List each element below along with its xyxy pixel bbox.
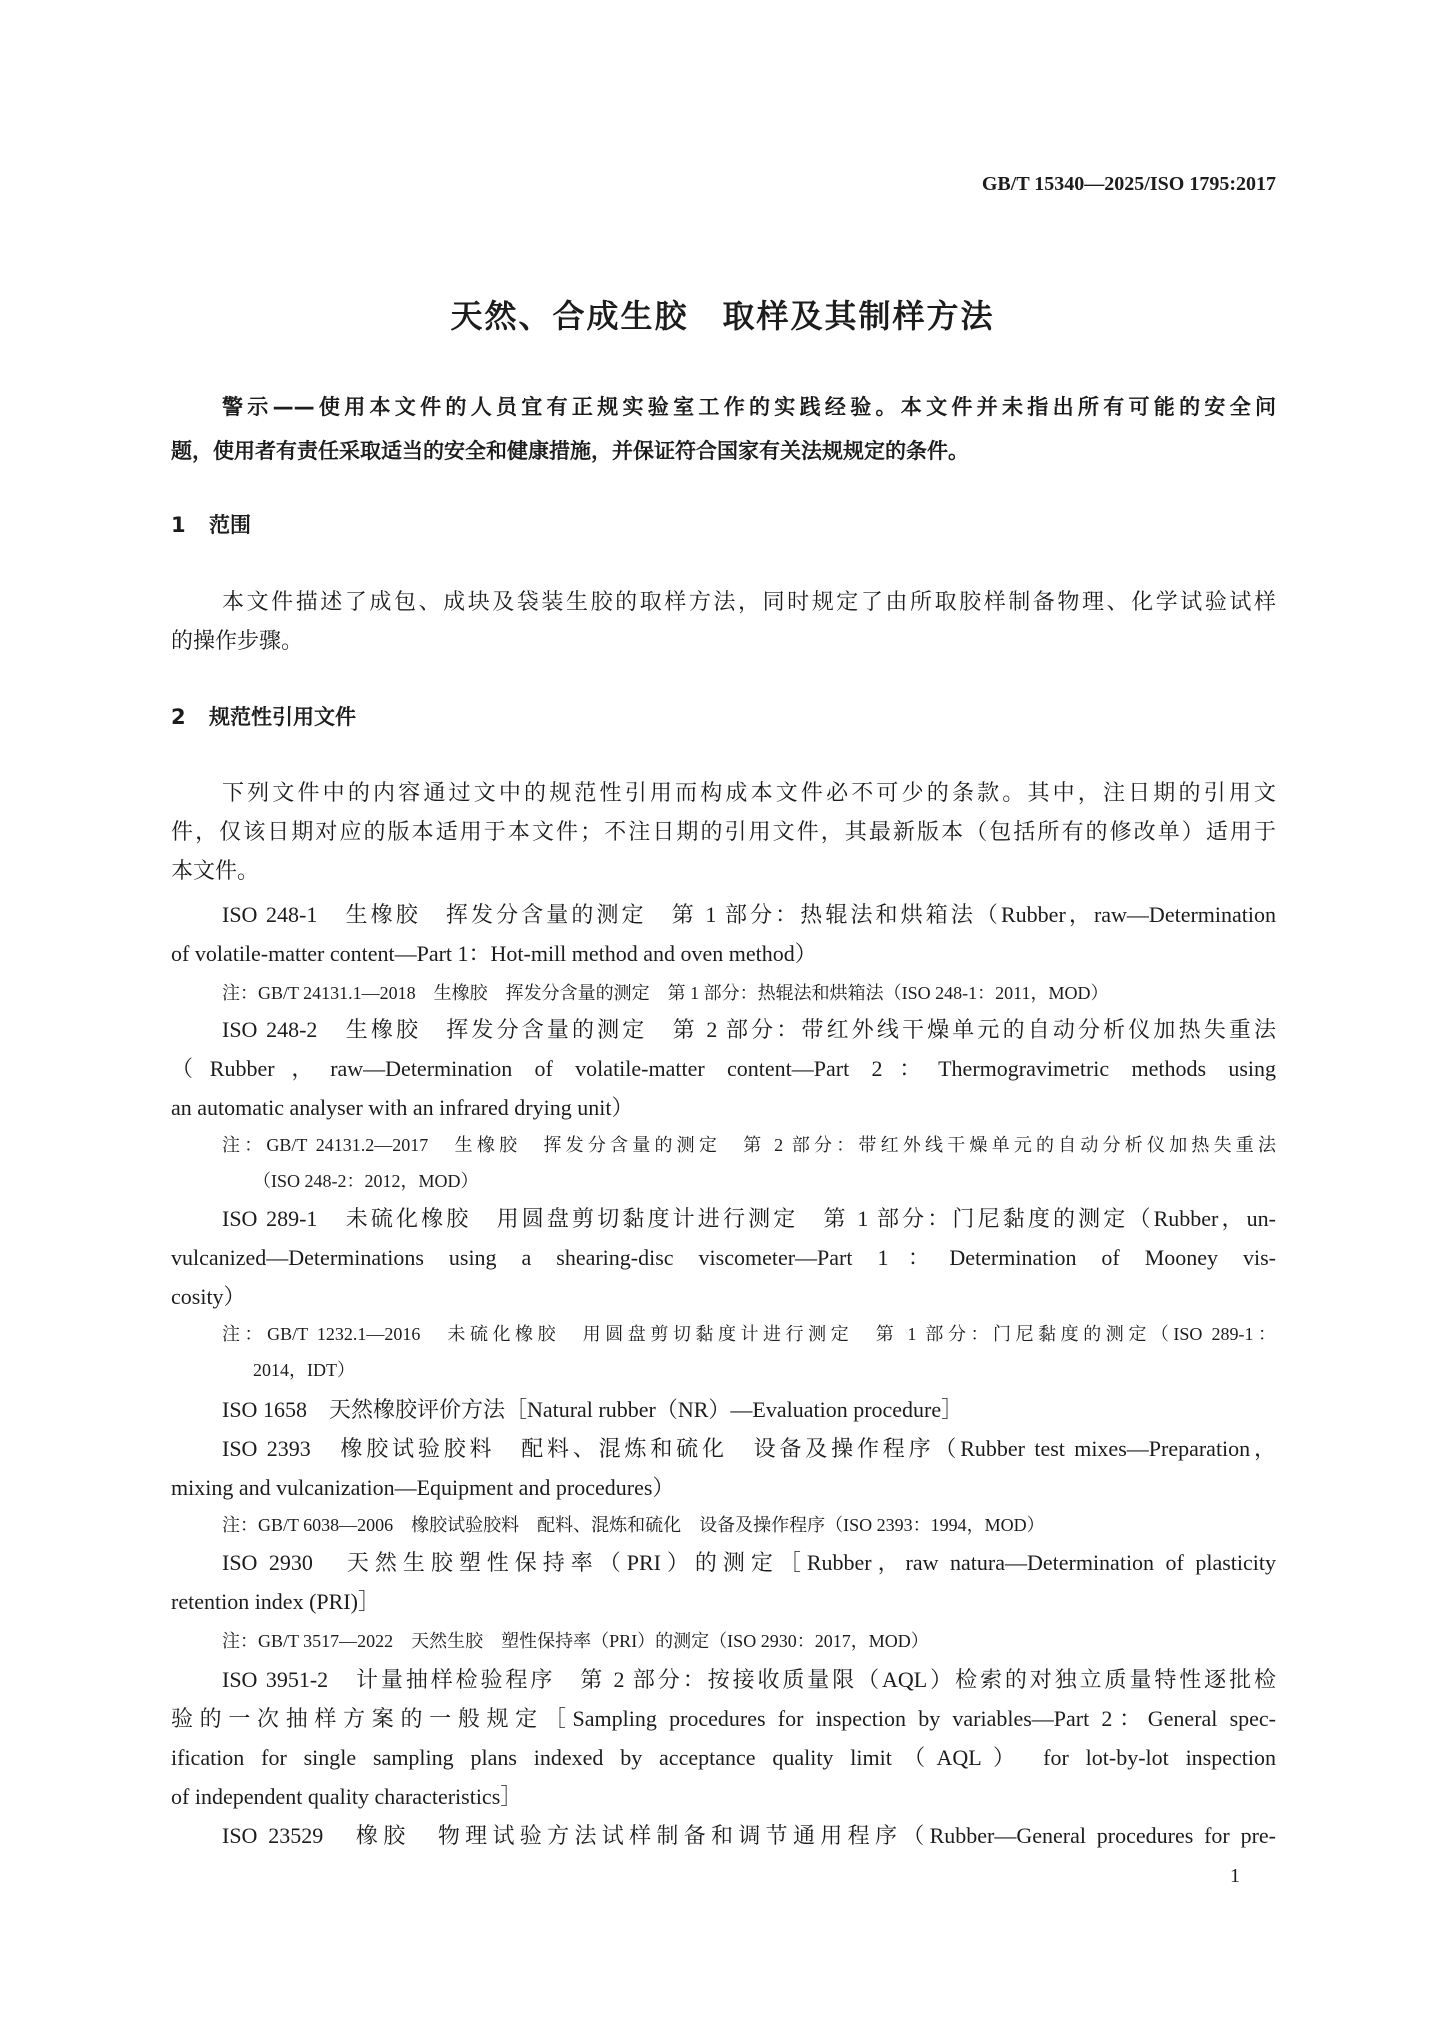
- reference-line: mixing and vulcanization—Equipment and procedures）: [171, 1475, 675, 1500]
- reference-line: ISO 2393 橡胶试验胶料 配料、混炼和硫化 设备及操作程序（Rubber test mixes—Preparation，: [222, 1436, 1276, 1461]
- reference-entry: [171, 895, 1276, 973]
- document-number-header: GB/T 15340—2025/ISO 1795:2017: [981, 173, 1276, 195]
- text-line: 下列文件中的内容通过文中的规范性引用而构成本文件必不可少的条款。其中，注日期的引用文: [222, 780, 1276, 805]
- reference-line: of volatile-matter content—Part 1：Hot-mill method and oven method）: [171, 941, 817, 966]
- section-number: 1: [171, 513, 186, 537]
- reference-entry: [171, 1390, 1276, 1429]
- note-line: 注：GB/T 3517—2022 天然生胶 塑性保持率（PRI）的测定（ISO 2930：2017，MOD）: [222, 1631, 929, 1651]
- reference-line: ISO 248-2 生橡胶 挥发分含量的测定 第 2 部分：带红外线干燥单元的自动分析仪加热失重法: [222, 1017, 1276, 1042]
- reference-line: of independent quality characteristics］: [171, 1784, 523, 1809]
- reference-line: ISO 248-1 生橡胶 挥发分含量的测定 第 1 部分：热辊法和烘箱法（Rubber，raw—Determination: [222, 902, 1276, 927]
- reference-line: retention index (PRI)］: [171, 1589, 380, 1614]
- reference-note: [222, 1623, 1276, 1659]
- section-title: 规范性引用文件: [209, 705, 356, 729]
- reference-line: 验的一次抽样方案的一般规定［Sampling procedures for inspection by variables—Part 2：General spec-: [171, 1706, 1276, 1731]
- text-line: 件，仅该日期对应的版本适用于本文件；不注日期的引用文件，其最新版本（包括所有的修改单）适用于: [171, 819, 1276, 844]
- section-number: 2: [171, 705, 186, 729]
- reference-line: ISO 3951-2 计量抽样检验程序 第 2 部分：按接收质量限（AQL）检索的对独立质量特性逐批检: [222, 1667, 1276, 1692]
- reference-line: an automatic analyser with an infrared drying unit）: [171, 1095, 634, 1120]
- page-number: 1: [1230, 1865, 1240, 1887]
- section-heading-normative-references: [171, 698, 356, 737]
- reference-note: [222, 1316, 1276, 1388]
- warning-paragraph: [171, 385, 1276, 473]
- reference-line: ISO 2930 天然生胶塑性保持率（PRI）的测定［Rubber，raw natura—Determination of plasticity: [222, 1550, 1276, 1575]
- references-intro-paragraph: [171, 773, 1276, 890]
- note-line: 注：GB/T 6038—2006 橡胶试验胶料 配料、混炼和硫化 设备及操作程序（ISO 2393：1994，MOD）: [222, 1515, 1045, 1535]
- reference-line: ISO 289-1 未硫化橡胶 用圆盘剪切黏度计进行测定 第 1 部分：门尼黏度的测定（Rubber，un-: [222, 1206, 1276, 1231]
- reference-note: [222, 975, 1276, 1011]
- section-heading-scope: [171, 506, 251, 545]
- reference-entry: [171, 1429, 1276, 1507]
- reference-entry: [171, 1199, 1276, 1316]
- note-line: 2014，IDT）: [253, 1360, 355, 1380]
- note-line: 注：GB/T 24131.1—2018 生橡胶 挥发分含量的测定 第 1 部分：热辊法和烘箱法（ISO 248-1：2011，MOD）: [222, 983, 1109, 1003]
- reference-entry: [171, 1816, 1276, 1855]
- scope-paragraph: [171, 582, 1276, 660]
- warning-line: 警示——使用本文件的人员宜有正规实验室工作的实践经验。本文件并未指出所有可能的安全问: [222, 395, 1276, 419]
- section-title: 范围: [209, 513, 251, 537]
- reference-line: ISO 23529 橡胶 物理试验方法试样制备和调节通用程序（Rubber—General procedures for pre-: [222, 1823, 1276, 1848]
- reference-line: vulcanized—Determinations using a shearing-disc viscometer—Part 1：Determination of Mooney vis-: [171, 1245, 1276, 1270]
- warning-line: 题，使用者有责任采取适当的安全和健康措施，并保证符合国家有关法规规定的条件。: [171, 439, 969, 463]
- note-line: 注：GB/T 24131.2—2017 生橡胶 挥发分含量的测定 第 2 部分：带红外线干燥单元的自动分析仪加热失重法: [222, 1135, 1276, 1155]
- reference-note: [222, 1127, 1276, 1199]
- text-line: 本文件描述了成包、成块及袋装生胶的取样方法，同时规定了由所取胶样制备物理、化学试验试样: [222, 589, 1276, 614]
- document-title: 天然、合成生胶 取样及其制样方法: [450, 297, 995, 335]
- reference-entry: [171, 1660, 1276, 1816]
- note-line: 注：GB/T 1232.1—2016 未硫化橡胶 用圆盘剪切黏度计进行测定 第 1 部分：门尼黏度的测定（ISO 289-1：: [222, 1324, 1276, 1344]
- reference-note: [222, 1507, 1276, 1543]
- reference-line: ification for single sampling plans indexed by acceptance quality limit（AQL） for lot-by-lot inspection: [171, 1745, 1276, 1770]
- reference-line: ISO 1658 天然橡胶评价方法［Natural rubber（NR）—Evaluation procedure］: [222, 1397, 964, 1422]
- reference-entry: [171, 1543, 1276, 1621]
- reference-entry: [171, 1010, 1276, 1127]
- text-line: 的操作步骤。: [171, 628, 304, 653]
- reference-line: （Rubber，raw—Determination of volatile-matter content—Part 2：Thermogravimetric methods using: [171, 1056, 1276, 1081]
- text-line: 本文件。: [171, 858, 260, 883]
- reference-line: cosity）: [171, 1284, 246, 1309]
- note-line: （ISO 248-2：2012，MOD）: [253, 1171, 479, 1191]
